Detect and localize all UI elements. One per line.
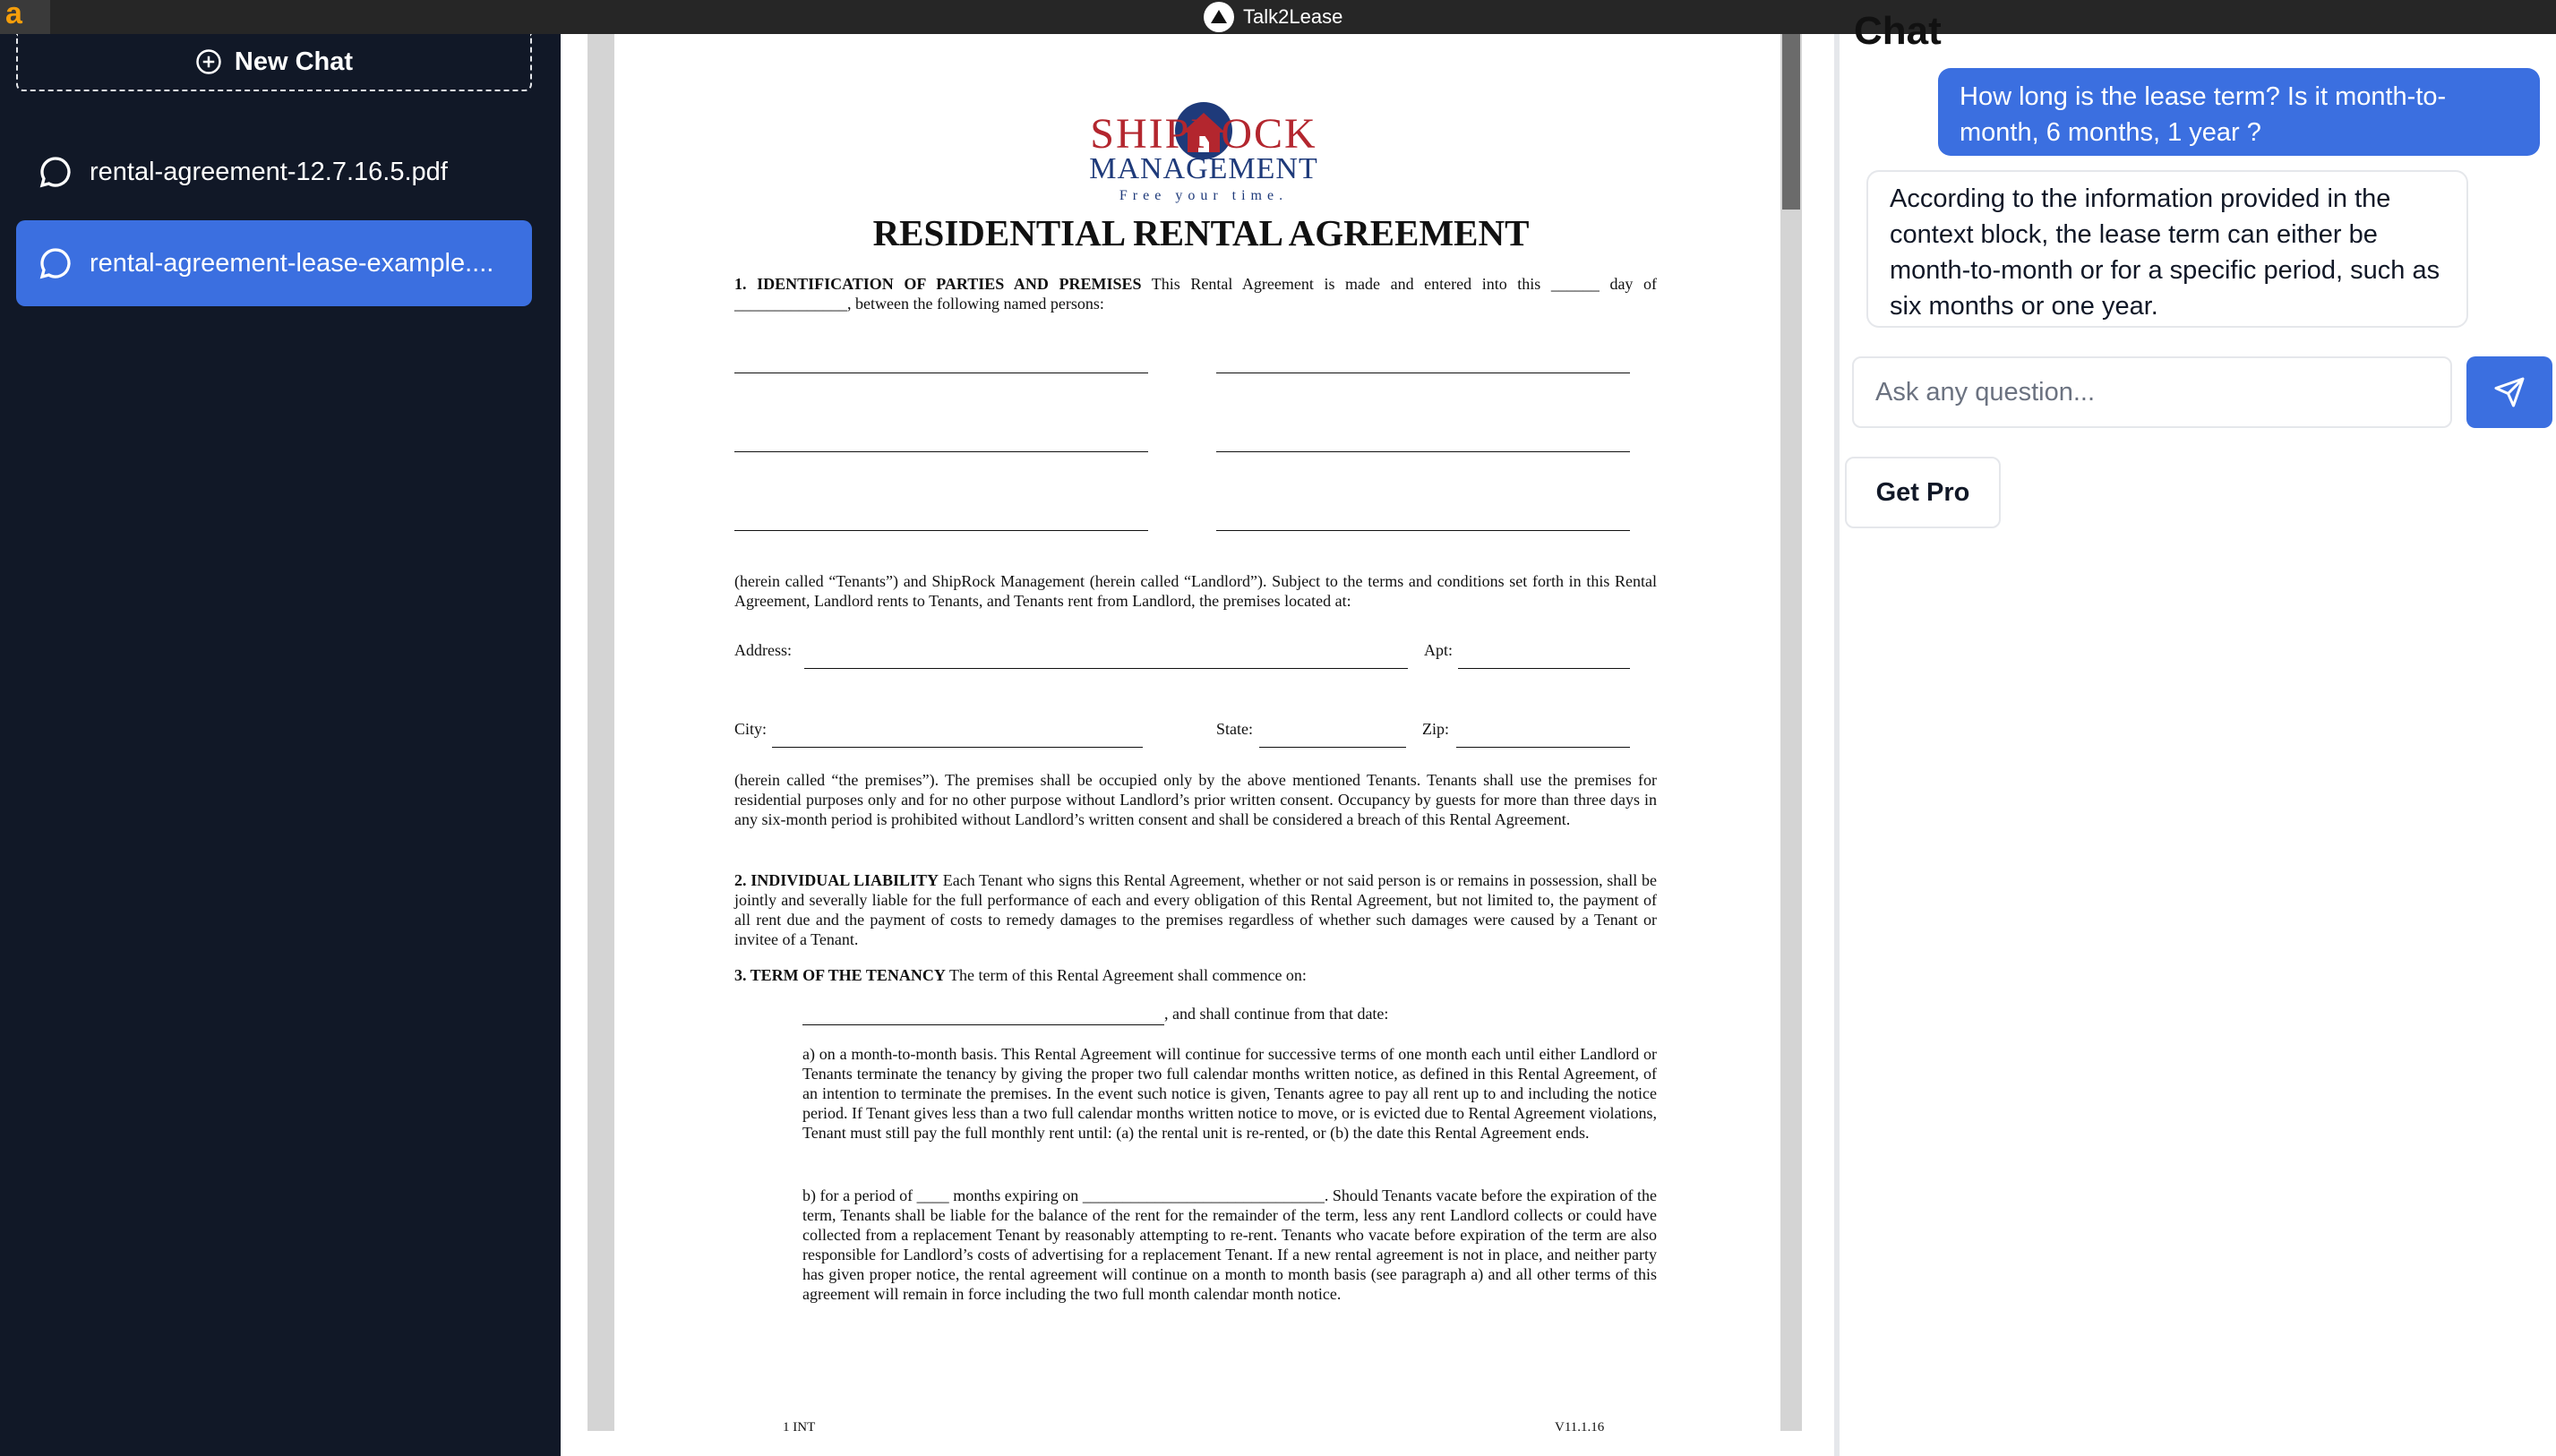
tenants-paragraph: (herein called “Tenants”) and ShipRock Management (herein called “Landlord”). Subject to the terms and conditions set forth in this Rental Agreement, Landlord rents to Tenants, and Tenants rent from Landlord, the premises located at: — [734, 572, 1657, 610]
zip-line — [1456, 747, 1630, 748]
new-chat-label: New Chat — [234, 47, 354, 76]
window-title-text: Talk2Lease — [1243, 5, 1343, 28]
section-1-text: This Rental Agreement is made and entered into this ______ day of ______________, between the following named persons: — [734, 275, 1657, 313]
section-1-heading: 1. IDENTIFICATION OF PARTIES AND PREMISES — [734, 275, 1142, 293]
section-3-paragraph — [734, 965, 1657, 985]
address-line — [804, 668, 1408, 669]
address-label: Address: — [734, 641, 792, 659]
company-logo — [1042, 66, 1365, 203]
logo-tagline: Free your time. — [1119, 188, 1289, 203]
state-label: State: — [1216, 720, 1253, 738]
document-title: RESIDENTIAL RENTAL AGREEMENT — [872, 212, 1530, 253]
app-logo-icon — [1204, 2, 1234, 32]
premises-paragraph: (herein called “the premises”). The premises shall be occupied only by the above mentioned Tenants. Tenants shall use the premises for residential purposes only and for no other purpose without Landlord’s prior written consent. Occupancy by guests for more than three days in any six-month period is prohibited without Landlord’s written consent and shall be considered a breach of this Rental Agreement. — [734, 771, 1657, 828]
state-line — [1259, 747, 1406, 748]
get-pro-button[interactable]: Get Pro — [1845, 457, 2001, 528]
signature-line — [1216, 451, 1630, 452]
user-message: How long is the lease term? Is it month-to-month, 6 months, 1 year ? — [1938, 68, 2540, 156]
apt-label: Apt: — [1424, 641, 1454, 659]
sidebar-item-label: rental-agreement-12.7.16.5.pdf — [90, 157, 448, 186]
section-3b-paragraph: b) for a period of ____ months expiring on ______________________________. Should Tenants vacate before the expiration of the term, Tenants shall be liable for the balance of the rent for the remainder of the term, less any rent Landlord collects or could have collected from a replacement Tenant by reasonably attempting to re-rent. Tenants who vacate before expiration of the term are also responsible for Landlord’s costs of advertising for a replacement Tenant. If a new rental agreement is not in place, and neither party has given proper notice, the rental agreement will continue on a month to month basis (see paragraph a) and all other terms of this agreement will remain in force including the two full month calendar month notice. — [802, 1186, 1657, 1303]
sidebar-item-label: rental-agreement-lease-example.... — [90, 248, 494, 278]
continue-text: , and shall continue from that date: — [1164, 1005, 1389, 1023]
footer-version: V11.1.16 — [1555, 1420, 1605, 1431]
city-label: City: — [734, 720, 768, 738]
chat-panel — [1840, 9, 2556, 1456]
footer-initials: 1 INT — [783, 1420, 816, 1431]
new-chat-button[interactable] — [16, 34, 532, 91]
chat-bubble-icon — [38, 245, 73, 281]
zip-label: Zip: — [1422, 720, 1449, 738]
section-2-heading: 2. INDIVIDUAL LIABILITY — [734, 871, 939, 889]
send-icon — [2493, 376, 2526, 408]
section-3-heading: 3. TERM OF THE TENANCY — [734, 966, 946, 984]
section-3a-paragraph: a) on a month-to-month basis. This Rental Agreement will continue for successive terms of one month each until either Landlord or Tenants terminate the tenancy by giving the proper two full calendar months written notice, as defined in this Rental Agreement, of an intention to terminate the premises. In the event such notice is given, Tenants agree to pay all rent up to and including the notice period. If Tenant gives less than a two full calendar months written notice to move, or is evicted due to Rental Agreement violations, Tenant must still pay the full monthly rent until: (a) the rental unit is re-rented, or (b) the date this Rental Agreement ends. — [802, 1045, 1657, 1142]
section-2-paragraph — [734, 870, 1657, 949]
section-2-text: Each Tenant who signs this Rental Agreement, whether or not said person is or remains in possession, shall be jointly and severally liable for the full performance of each and every obligation of this Rental Agreement, but not limited to, the payment of all rent due and the payment of costs to remedy damages to the premises regardless of whether such damages were caused by a Tenant or invitee of a Tenant. — [734, 871, 1658, 948]
logo-sub: MANAGEMENT — [1089, 152, 1318, 185]
assistant-message: According to the information provided in the context block, the lease term can either be month-to-month or for a specific period, such as six months or one year. — [1866, 170, 2468, 328]
document-scrollbar[interactable] — [1780, 34, 1802, 1431]
send-button[interactable] — [2466, 356, 2552, 428]
question-input[interactable] — [1852, 356, 2452, 428]
logo-name: SHIPROCK — [1090, 110, 1317, 158]
pdf-page — [614, 34, 1788, 1431]
app-icon[interactable]: a — [0, 0, 50, 34]
section-1-paragraph — [734, 274, 1657, 313]
signature-line — [734, 451, 1148, 452]
sidebar — [0, 34, 561, 1456]
window-title — [1204, 0, 1342, 34]
sidebar-item-rental-agreement-lease-example[interactable] — [16, 220, 532, 306]
chat-title: Chat — [1854, 9, 1942, 53]
signature-line — [734, 530, 1148, 531]
sidebar-item-rental-agreement-12[interactable] — [16, 129, 532, 215]
document-scroll-thumb[interactable] — [1782, 34, 1800, 210]
section-3-text: The term of this Rental Agreement shall commence on: — [945, 966, 1307, 984]
commence-date-line — [802, 1024, 1164, 1025]
plus-circle-icon — [195, 48, 222, 75]
signature-line — [1216, 530, 1630, 531]
apt-line — [1458, 668, 1630, 669]
chat-bubble-icon — [38, 154, 73, 190]
title-bar — [0, 0, 2556, 34]
city-line — [772, 747, 1143, 748]
